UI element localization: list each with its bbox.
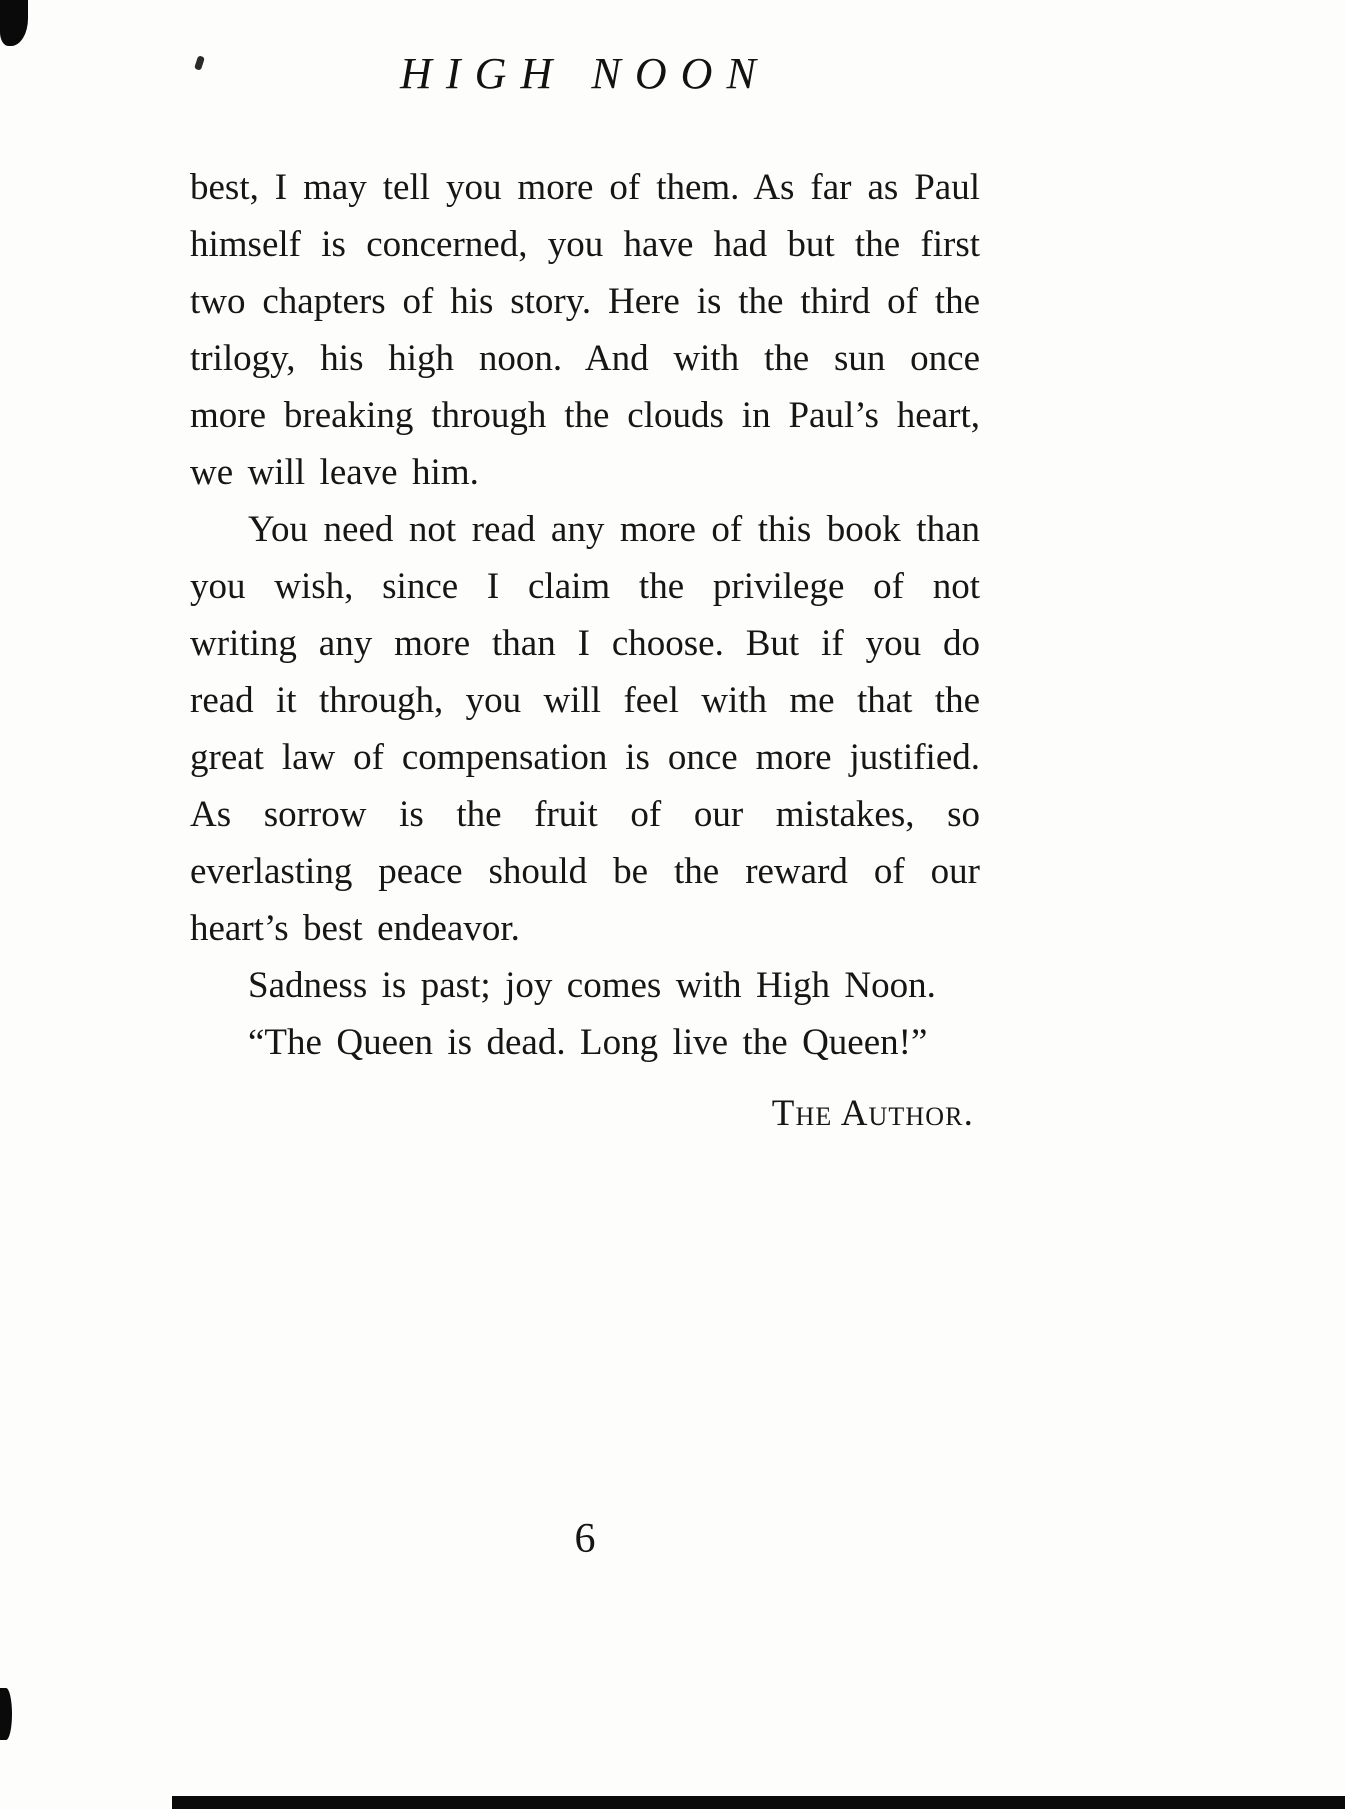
author-signature: The Author. [771,1093,974,1134]
paragraph: Sadness is past; joy comes with High Noon. [248,965,936,1006]
running-head: HIGH NOON [400,49,770,98]
text-column [190,48,980,1142]
paragraph-continuation: best, I may tell you more of them. As far as Paul himself is concerned, you have had but the first two chapters of his story. Here is the third of the trilogy, his high noon. And with the sun once more breaking through the clouds in Paul’s heart, we will leave him. [190,167,980,493]
page-number: 6 [574,1516,596,1562]
scan-artifact-left-edge [0,1688,12,1740]
scan-artifact-bottom-bar [172,1796,1345,1809]
paragraph-quote: “The Queen is dead. Long live the Queen!” [248,1022,928,1063]
scan-artifact-top-left [0,0,28,46]
body-text [190,159,980,1071]
paragraph: You need not read any more of this book than you wish, since I claim the privilege of not writing any more than I choose. But if you do read it through, you will feel with me that the great law of compensation is once more justified. As sorrow is the fruit of our mistakes, so everlasting peace should be the reward of our heart’s best endeavor. [190,509,980,949]
